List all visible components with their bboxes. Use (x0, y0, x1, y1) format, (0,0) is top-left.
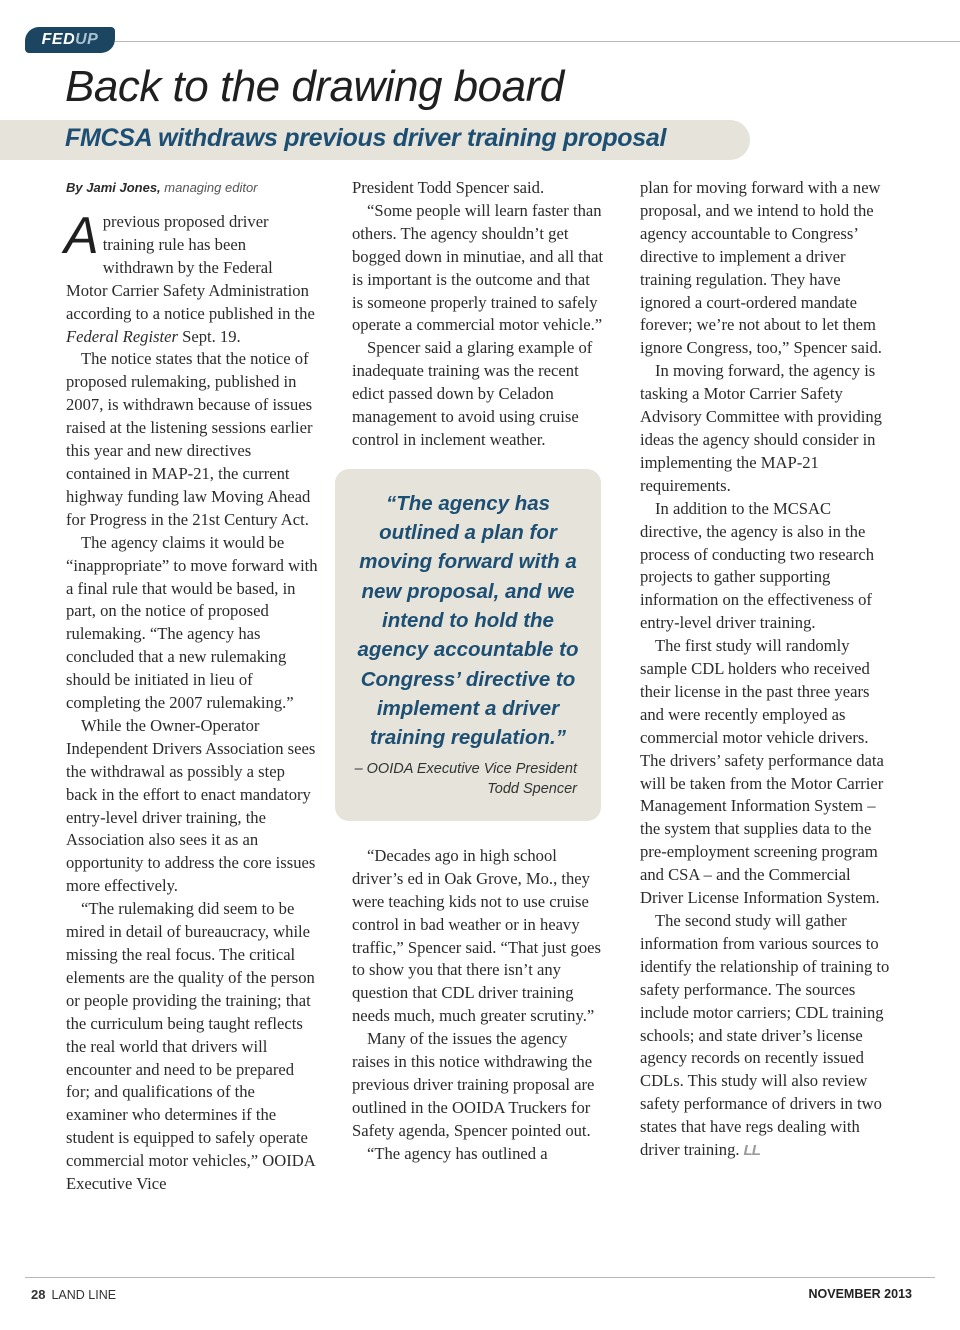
paragraph-text: The second study will gather information from various sources to identify the relationship of training to safety performance. The sources include motor carriers; CDL training schools; and state driver’s license agency records on recently issued CDLs. This study will also review safety performance of drivers in two states that have regs dealing with driver training. (640, 911, 890, 1160)
paragraph: plan for moving forward with a new proposal, and we intend to hold the agency accountable to Congress’ directive to implement a driver training regulation. They have ignored a court-ordered mandate forever; we’re not about to let them ignore Congress, too,” Spencer said. (640, 178, 882, 358)
pull-quote-text: “The agency has outlined a plan for moving forward with a new proposal, and we intend to hold the agency accountable to Congress’ directive to implement a driver training regulation.” (357, 491, 579, 750)
paragraph: President Todd Spencer said. (352, 178, 545, 197)
deck: FMCSA withdraws previous driver training proposal (65, 124, 667, 152)
paragraph: While the Owner-Operator Independent Drivers Association sees the withdrawal as possibly a step back in the effort to enact mandatory entry-level driver training, the Association also sees it as an opportunity to address the core issues more effectively. (66, 715, 316, 896)
paragraph-text: Sept. 19. (177, 326, 241, 346)
paragraph-text: previous proposed driver training rule has been withdrawn by the Federal Motor Carrier Safety Administration according to a notice published in the (66, 212, 315, 323)
column-3 (640, 177, 892, 1163)
column-2 (352, 177, 604, 1166)
byline-role: managing editor (164, 180, 258, 195)
paragraph: In addition to the MCSAC directive, the agency is also in the process of conducting two research projects to gather supporting information on the effectiveness of entry-level driver training. (640, 498, 875, 633)
footer-left (31, 1287, 116, 1302)
paragraph: The first study will randomly sample CDL holders who received their license in the past three years and were recently employed as commercial motor vehicle drivers. The drivers’ safety performance data will be taken from the Motor Carrier Management Information System – the system that supplies data to the pre-employment screening program and CSA – and the Commercial Driver License Information System. (640, 636, 884, 908)
paragraph: The notice states that the notice of proposed rulemaking, published in 2007, is withdrawn because of issues raised at the listening sessions earlier this year and new directives contained in MAP-21, the current highway funding law Moving Ahead for Progress in the 21st Century Act. (66, 349, 313, 529)
drop-cap: A (64, 207, 99, 265)
paragraph: “The agency has outlined a (367, 1143, 548, 1163)
attribution-line: – OOIDA Executive Vice President (354, 760, 577, 777)
end-mark-icon: LL (743, 1142, 760, 1160)
paragraph: In moving forward, the agency is tasking a Motor Carrier Safety Advisory Committee with providing ideas the agency should consider in implementing the MAP-21 requirements. (640, 361, 882, 495)
publication-title: Federal Register (66, 326, 178, 346)
top-rule (115, 41, 960, 42)
pull-quote (335, 469, 601, 821)
bottom-rule (25, 1277, 935, 1278)
paragraph: “Decades ago in high school driver’s ed in Oak Grove, Mo., they were teaching kids not to use cruise control in bad weather or in heavy traffic,” Spencer said. “That just goes to show you that there isn’t any question that CDL driver training needs much, much greater scrutiny.” (352, 845, 601, 1026)
paragraph: The agency claims it would be “inappropriate” to move forward with a final rule that would be based, in part, on the notice of proposed rulemaking. “The agency has concluded that a new rulemaking should be initiated in lieu of completing the 2007 rulemaking.” (66, 532, 318, 713)
paragraph: Spencer said a glaring example of inadequate training was the recent edict passed down by Celadon management to avoid using cruise control in inclement weather. (352, 338, 593, 449)
page-number: 28 (31, 1287, 46, 1302)
attribution-line: Todd Spencer (487, 780, 577, 797)
column-1 (66, 177, 318, 1196)
byline (66, 177, 318, 199)
publication-name: LAND LINE (51, 1288, 117, 1302)
paragraph: “Some people will learn faster than others. The agency shouldn’t get bogged down in minutiae, and all that is important is the outcome and that is someone properly trained to safely operate a commercial motor vehicle.” (352, 200, 604, 335)
headline: Back to the drawing board (65, 62, 564, 111)
paragraph (64, 207, 318, 348)
byline-author: By Jami Jones, (66, 180, 161, 195)
section-tag (25, 27, 115, 53)
paragraph (640, 910, 892, 1163)
paragraph: Many of the issues the agency raises in this notice withdrawing the previous driver training proposal are outlined in the OOIDA Truckers for Safety agenda, Spencer pointed out. (352, 1029, 595, 1140)
pull-quote-attribution (355, 759, 577, 799)
section-tag-fed: FED (41, 31, 76, 48)
section-tag-up: UP (75, 31, 99, 48)
issue-date: NOVEMBER 2013 (808, 1287, 912, 1301)
paragraph: “The rulemaking did seem to be mired in detail of bureaucracy, while missing the real focus. The critical elements are the quality of the person or people providing the training; that the curriculum being taught reflects the real world that drivers will encounter and need to be prepared for; and qualifications of the examiner who determines if the student is equipped to safely operate commercial motor vehicles,” OOIDA Executive Vice (66, 899, 315, 1194)
